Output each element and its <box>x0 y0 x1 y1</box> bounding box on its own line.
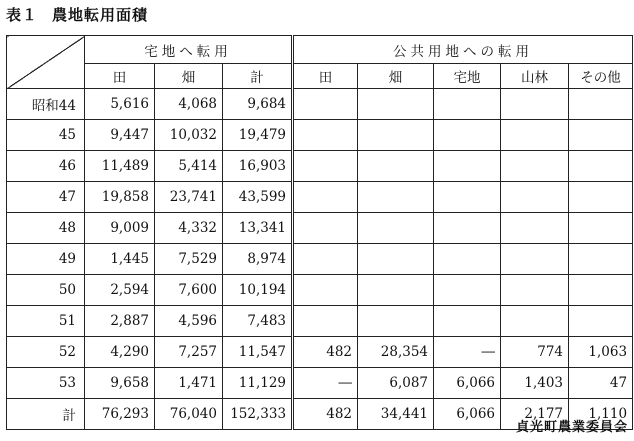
table-row <box>7 244 633 275</box>
col-header-public-ta: 田 <box>293 64 358 89</box>
public-hata-cell: 34,441 <box>358 399 434 430</box>
source-credit: 貞光町農業委員会 <box>515 420 628 435</box>
public-hata-cell <box>358 244 434 275</box>
year-cell: 53 <box>7 368 85 399</box>
public-hata-cell <box>358 306 434 337</box>
housing-ta-cell: 1,445 <box>85 244 155 275</box>
housing-total-cell: 11,129 <box>223 368 293 399</box>
public-ta-cell <box>293 89 358 120</box>
public-takuchi-cell <box>434 182 501 213</box>
housing-total-cell: 7,483 <box>223 306 293 337</box>
public-hata-cell: 28,354 <box>358 337 434 368</box>
public-hata-cell <box>358 120 434 151</box>
table-row <box>7 368 633 399</box>
public-ta-cell <box>293 182 358 213</box>
housing-total-cell: 16,903 <box>223 151 293 182</box>
table-number: 表１ <box>6 6 39 24</box>
year-cell: 48 <box>7 213 85 244</box>
table-body <box>7 89 633 430</box>
public-other-cell: 1,110 <box>569 399 633 430</box>
housing-total-cell: 19,479 <box>223 120 293 151</box>
public-other-cell <box>569 306 633 337</box>
housing-hata-cell: 76,040 <box>155 399 223 430</box>
public-hata-cell <box>358 89 434 120</box>
public-sanrin-cell <box>501 213 569 244</box>
public-other-cell <box>569 120 633 151</box>
housing-hata-cell: 23,741 <box>155 182 223 213</box>
public-takuchi-cell <box>434 306 501 337</box>
public-ta-cell <box>293 151 358 182</box>
public-sanrin-cell <box>501 306 569 337</box>
year-cell: 昭和44 <box>7 89 85 120</box>
col-header-public-sanrin: 山林 <box>501 64 569 89</box>
housing-total-cell: 9,684 <box>223 89 293 120</box>
public-other-cell <box>569 182 633 213</box>
year-cell: 50 <box>7 275 85 306</box>
group-header-housing: 宅地へ転用 <box>85 36 293 64</box>
housing-ta-cell: 9,009 <box>85 213 155 244</box>
public-sanrin-cell: 774 <box>501 337 569 368</box>
housing-ta-cell: 2,887 <box>85 306 155 337</box>
public-sanrin-cell: 1,403 <box>501 368 569 399</box>
group-header-public: 公共用地への転用 <box>293 36 633 64</box>
housing-ta-cell: 11,489 <box>85 151 155 182</box>
public-hata-cell <box>358 213 434 244</box>
header-row-groups <box>7 36 633 64</box>
public-takuchi-cell: 6,066 <box>434 368 501 399</box>
year-cell: 49 <box>7 244 85 275</box>
public-takuchi-cell <box>434 213 501 244</box>
public-hata-cell <box>358 275 434 306</box>
public-sanrin-cell <box>501 182 569 213</box>
table-row <box>7 337 633 368</box>
housing-ta-cell: 19,858 <box>85 182 155 213</box>
public-sanrin-cell <box>501 275 569 306</box>
public-other-cell <box>569 275 633 306</box>
public-hata-cell <box>358 151 434 182</box>
farmland-conversion-table <box>6 35 633 430</box>
year-cell: 52 <box>7 337 85 368</box>
public-takuchi-cell <box>434 275 501 306</box>
housing-total-cell: 11,547 <box>223 337 293 368</box>
public-takuchi-cell <box>434 244 501 275</box>
col-header-housing-ta: 田 <box>85 64 155 89</box>
public-ta-cell <box>293 275 358 306</box>
housing-hata-cell: 1,471 <box>155 368 223 399</box>
housing-hata-cell: 4,332 <box>155 213 223 244</box>
col-header-housing-hata: 畑 <box>155 64 223 89</box>
public-takuchi-cell: 6,066 <box>434 399 501 430</box>
col-header-public-takuchi: 宅地 <box>434 64 501 89</box>
table-title-text: 農地転用面積 <box>52 6 149 24</box>
year-cell: 計 <box>7 399 85 430</box>
public-ta-cell <box>293 306 358 337</box>
public-ta-cell: 482 <box>293 399 358 430</box>
col-header-public-hata: 畑 <box>358 64 434 89</box>
year-cell: 47 <box>7 182 85 213</box>
housing-hata-cell: 7,257 <box>155 337 223 368</box>
public-other-cell <box>569 244 633 275</box>
housing-total-cell: 152,333 <box>223 399 293 430</box>
housing-total-cell: 8,974 <box>223 244 293 275</box>
housing-hata-cell: 4,596 <box>155 306 223 337</box>
public-other-cell <box>569 89 633 120</box>
housing-ta-cell: 9,658 <box>85 368 155 399</box>
table-row <box>7 120 633 151</box>
housing-hata-cell: 5,414 <box>155 151 223 182</box>
table-row <box>7 306 633 337</box>
public-sanrin-cell <box>501 89 569 120</box>
public-hata-cell: 6,087 <box>358 368 434 399</box>
col-header-housing-kei: 計 <box>223 64 293 89</box>
public-takuchi-cell <box>434 120 501 151</box>
header-row-columns <box>7 64 633 89</box>
public-sanrin-cell <box>501 151 569 182</box>
public-ta-cell <box>293 120 358 151</box>
housing-total-cell: 43,599 <box>223 182 293 213</box>
public-sanrin-cell: 2,177 <box>501 399 569 430</box>
public-other-cell <box>569 213 633 244</box>
housing-hata-cell: 10,032 <box>155 120 223 151</box>
table-row <box>7 89 633 120</box>
housing-ta-cell: 2,594 <box>85 275 155 306</box>
public-ta-cell <box>293 213 358 244</box>
public-ta-cell <box>293 244 358 275</box>
year-cell: 51 <box>7 306 85 337</box>
housing-total-cell: 13,341 <box>223 213 293 244</box>
public-hata-cell <box>358 182 434 213</box>
housing-ta-cell: 76,293 <box>85 399 155 430</box>
table-row <box>7 151 633 182</box>
housing-ta-cell: 9,447 <box>85 120 155 151</box>
public-takuchi-cell <box>434 89 501 120</box>
housing-ta-cell: 5,616 <box>85 89 155 120</box>
year-cell: 46 <box>7 151 85 182</box>
public-takuchi-cell <box>434 151 501 182</box>
public-sanrin-cell <box>501 244 569 275</box>
housing-total-cell: 10,194 <box>223 275 293 306</box>
housing-hata-cell: 7,600 <box>155 275 223 306</box>
table-row <box>7 213 633 244</box>
public-other-cell: 1,063 <box>569 337 633 368</box>
table-row <box>7 182 633 213</box>
housing-hata-cell: 4,068 <box>155 89 223 120</box>
corner-diagonal-cell <box>7 36 85 89</box>
public-other-cell <box>569 151 633 182</box>
col-header-public-other: その他 <box>569 64 633 89</box>
public-takuchi-cell: ― <box>434 337 501 368</box>
table-title <box>6 4 148 25</box>
housing-ta-cell: 4,290 <box>85 337 155 368</box>
public-other-cell: 47 <box>569 368 633 399</box>
public-ta-cell: ― <box>293 368 358 399</box>
housing-hata-cell: 7,529 <box>155 244 223 275</box>
table-row <box>7 275 633 306</box>
public-ta-cell: 482 <box>293 337 358 368</box>
year-cell: 45 <box>7 120 85 151</box>
public-sanrin-cell <box>501 120 569 151</box>
